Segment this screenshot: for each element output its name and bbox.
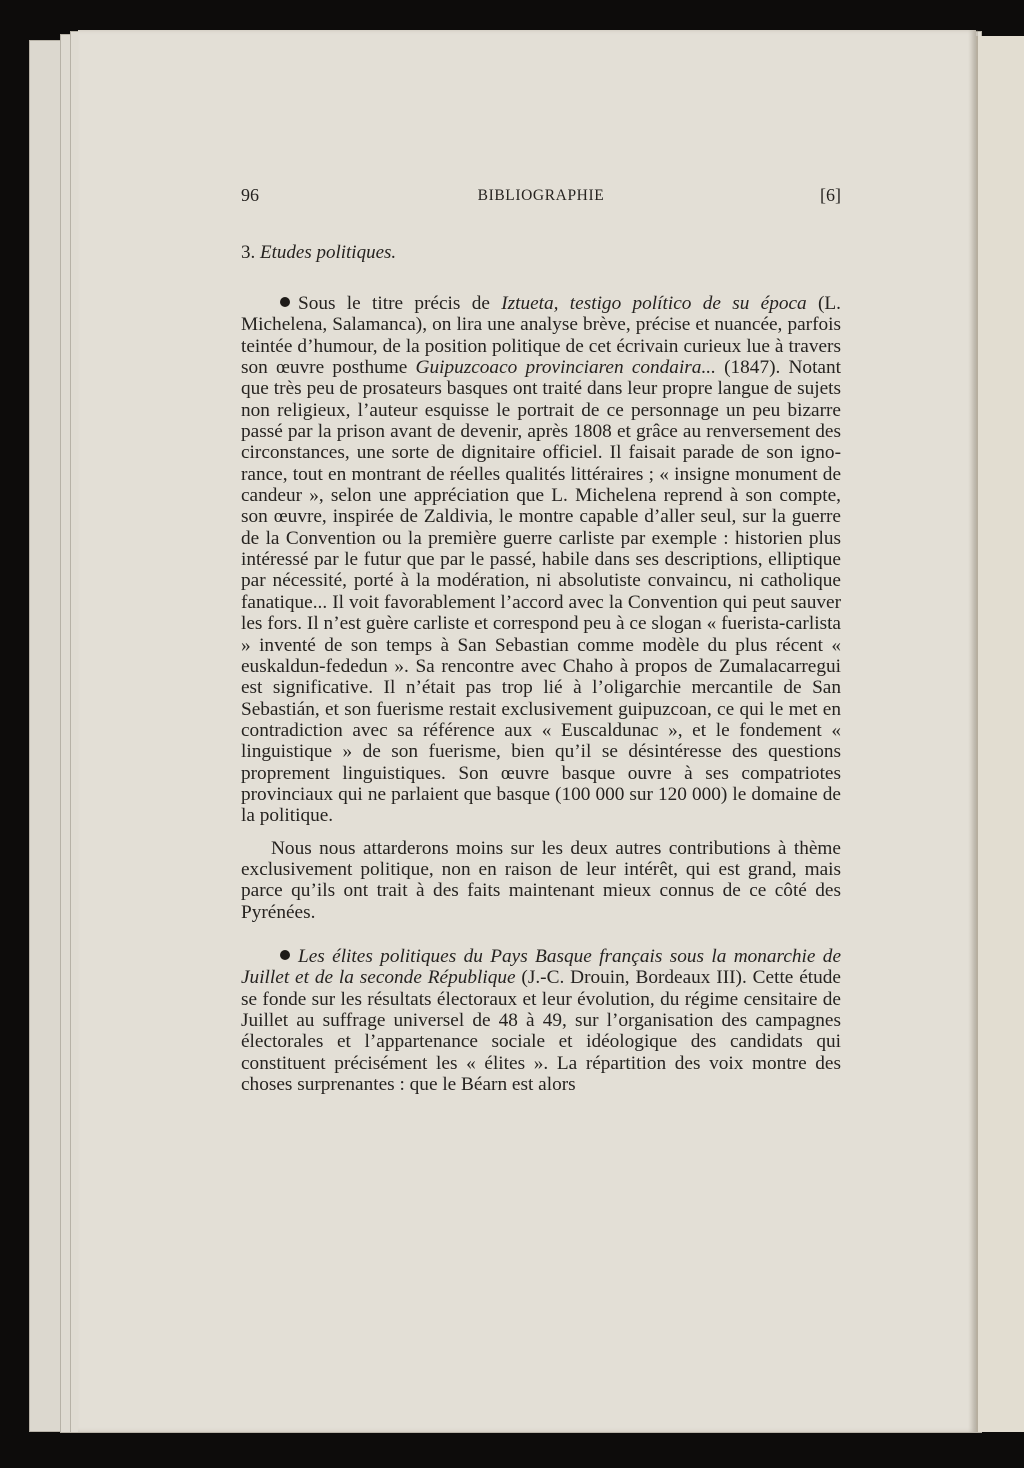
- bullet-icon: [280, 297, 290, 307]
- work-title-elites: Les élites politiques du Pays Basque français sous la monarchie de Juillet et de la seconde République: [241, 945, 841, 989]
- paragraph-transition: [241, 838, 841, 923]
- gutter-shadow: [968, 30, 978, 1432]
- running-title: BIBLIOGRAPHIE: [477, 187, 605, 204]
- paragraph-text: Nous nous attarderons moins sur les deux autres contributions à thème exclusivement politique, non en raison de leur intérêt, qui est grand, mais parce qu’ils ont trait à des faits maintenant mieux connus de ce côté des Pyrénées.: [241, 837, 841, 923]
- work-title-guipuzcoaco: Guipuzcoaco provinciaren condaira...: [415, 357, 716, 379]
- paragraph-text: (J.-C. Drouin, Bordeaux III). Cette étude se fonde sur les résultats électoraux et leur évolution, du régime censitaire de Juillet au suffrage universel de 48 à 49, sur l’organisation des campagnes électorales et l’appartenance sociale et idéologique des candidats qui constituent précisément les « élites ». La répartition des voix montre des choses surprenantes : que le Béarn est alors: [241, 967, 841, 1096]
- facing-page-edge: [976, 36, 1024, 1432]
- work-title-iztueta: Iztueta, testigo político de su época: [501, 293, 807, 314]
- section-title: Etudes politiques.: [260, 242, 397, 263]
- running-head: [241, 185, 841, 211]
- section-marker: [6]: [820, 185, 841, 205]
- paragraph-text: (1847). Notant que très peu de prosateurs basques ont traité dans leur propre langue de sujets non religieux, l’auteur esquisse le portrait de ce personnage un peu bizarre passé par la prison avant de devenir, après 1808 et grâce au renversement des circonstances, une sorte de dignitaire officiel. Il faisait parade de son ignorance, tout en montrant de réelles qualités littéraires ; « insigne monument de candeur », selon une appréciation que L. Michelena reprend à son compte, son œuvre, inspirée de Zaldivia, le montre capable d’aller seul, sur la guerre de la Convention ou la première guerre carliste par exemple : historien plus intéressé par le futur que par le passé, habile dans ses descriptions, elliptique par nécessité, porté à la modération, ni absolutiste convaincu, ni catholique fanatique... Il voit favorablement l’accord avec la Convention qui peut sauver les fors. Il n’est guère carliste et correspond peu à ce slogan « fuerista-carlista » inventé de son temps à San Sebastian comme modèle du plus récent « euskaldun-fededun ». Sa rencontre avec Chaho à propos de Zumalacarregui est significative. Il n’était pas trop lié à l’oligarchie mercantile de San Sebastián, et son fuerisme restait exclusivement guipuzcoan, ce qui le met en contradiction avec sa référence aux « Euscaldunac », et le fondement « linguistique » de son fuerisme, bien qu’il se désintéresse des questions proprement linguistiques. Son œuvre basque ouvre à ses compatriotes provinciaux qui ne parlaient que basque (100 000 sur 120 000) le domaine de la politique.: [241, 357, 841, 827]
- paragraph-elites: [241, 946, 841, 1095]
- page-number: 96: [241, 185, 259, 205]
- bullet-icon: [280, 950, 290, 960]
- section-heading: [241, 242, 841, 264]
- page-content: [241, 185, 841, 1095]
- paragraph-iztueta: [241, 293, 841, 827]
- section-number: 3.: [241, 242, 256, 263]
- paragraph-text: (L. Michelena, Salamanca), on lira une analyse brève, précise et nuancée, parfois teintée d’humour, de la position politique de cet écrivain curieux lue à travers son œuvre posthume: [241, 293, 842, 379]
- paragraph-text: Sous le titre précis de: [298, 293, 502, 314]
